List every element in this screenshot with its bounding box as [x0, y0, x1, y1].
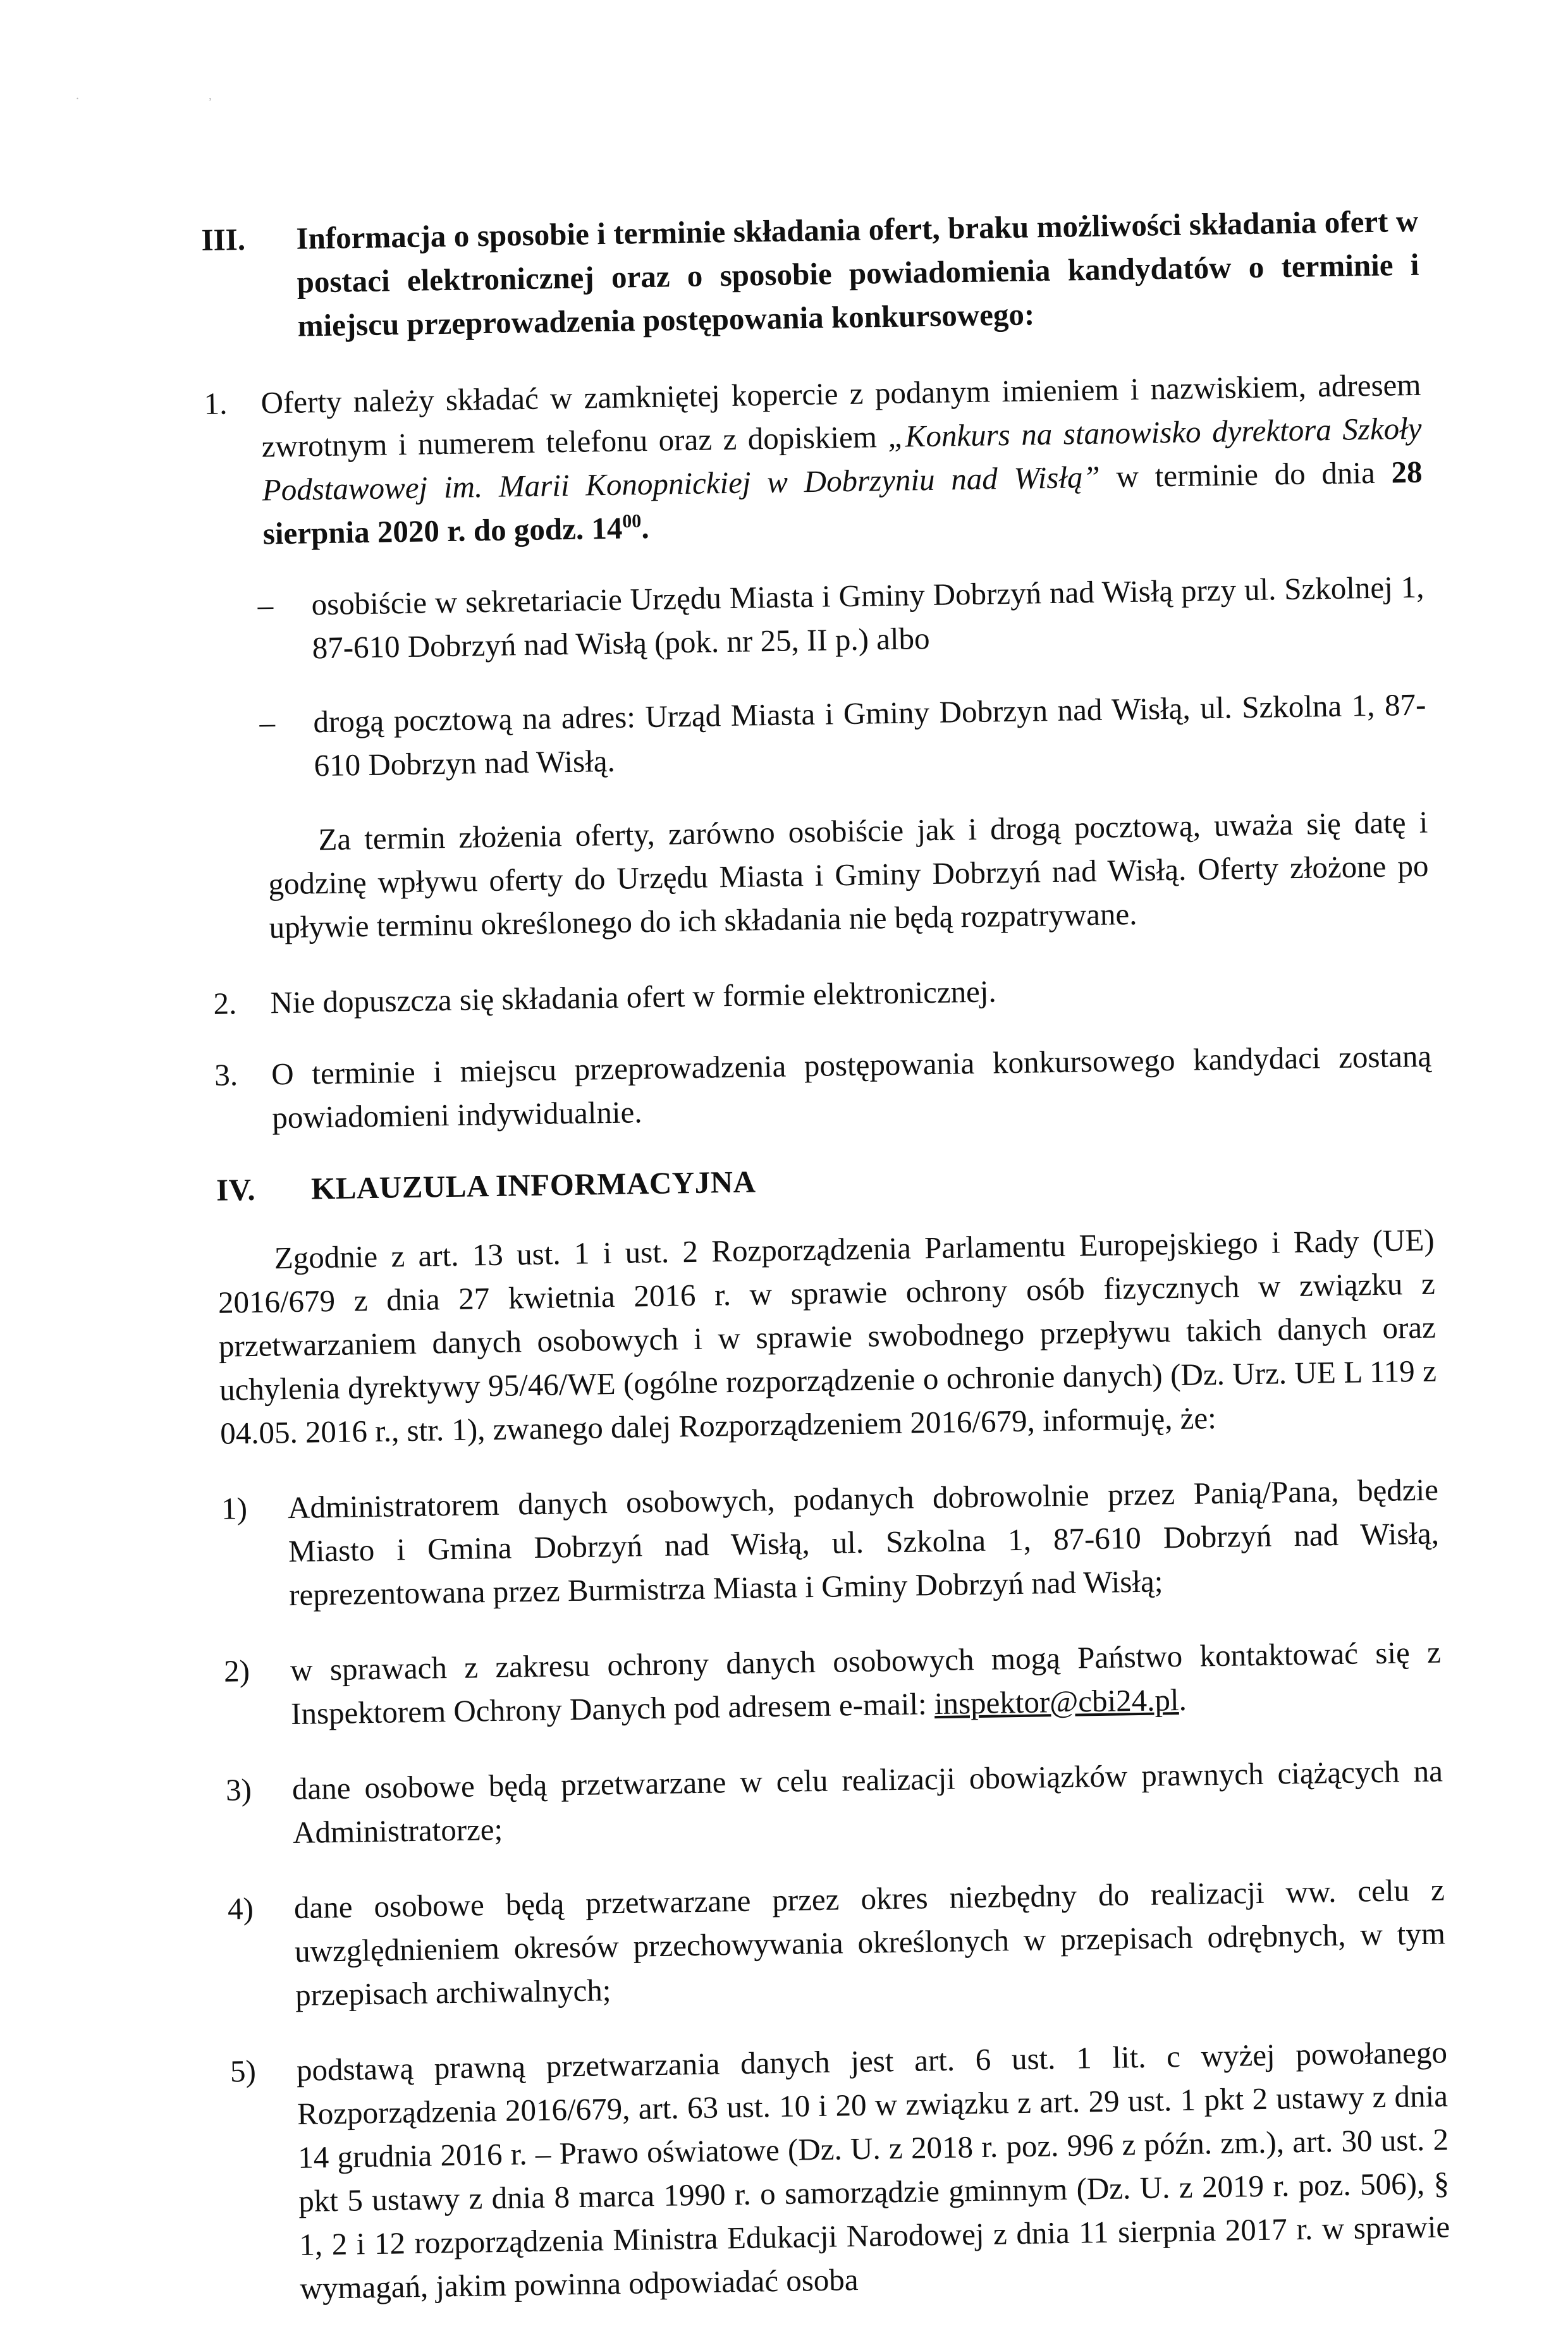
clause-item-5: [230, 2030, 1451, 2311]
clause-item-2-number: 2): [223, 1653, 250, 1689]
document-content: [201, 199, 1452, 2343]
clause-item-1: [221, 1468, 1440, 1618]
clause-item-5-text: podstawą prawną przetwarzania danych jest art. 6 ust. 1 lit. c wyżej powołanego Rozporządzenia 2016/679, art. 63 ust. 10 i 20 w związku z art. 29 ust. 1 pkt 2 ustawy z dnia 14 grudnia 2016 r. – Prawo oświatowe (Dz. U. z 2018 r. poz. 996 z późn. zm.), art. 30 ust. 2 pkt 5 ustawy z dnia 8 marca 1990 r. o samorządzie gminnym (Dz. U. z 2019 r. poz. 506), § 1, 2 i 12 rozporządzenia Ministra Edukacji Narodowej z dnia 11 sierpnia 2017 r. w sprawie wymagań, jakim powinna odpowiadać osoba: [296, 2034, 1450, 2306]
dash-bullet: –: [257, 587, 274, 623]
clause-item-4-number: 4): [227, 1891, 254, 1926]
deadline-end: .: [640, 510, 650, 546]
item-1-number: 1.: [204, 386, 228, 421]
clause-item-4-text: dane osobowe będą przetwarzane przez okres niezbędny do realizacji ww. celu z uwzględnieniem okresów przechowywania określonych w przepisach odrębnych, w tym przepisach archiwalnych;: [293, 1872, 1446, 2013]
item-2-text: Nie dopuszcza się składania ofert w formie elektronicznej.: [270, 974, 997, 1020]
deadline-note: Za termin złożenia oferty, zarówno osobiście jak i drogą pocztową, uważa się datę i godzinę wpływu oferty do Urzędu Miasta i Gminy Dobrzyń nad Wisłą. Oferty złożone po upływie terminu określonego do ich składania nie będą rozpatrywane.: [268, 804, 1429, 945]
section-3-item-2: [213, 963, 1431, 1025]
section-4-number: IV.: [216, 1172, 256, 1208]
dash-bullet: –: [259, 705, 276, 740]
item-1-text-after: w terminie do dnia: [1099, 455, 1392, 494]
section-3-item-1: [204, 363, 1423, 556]
clause-item-2-text: w sprawach z zakresu ochrony danych osobowych mogą Państwo kontaktować się z Inspektorem Ochrony Danych pod adresem e-mail:: [290, 1634, 1442, 1732]
clause-item-3: [226, 1749, 1444, 1855]
clause-item-4: [227, 1868, 1446, 2017]
deadline-text: 28 sierpnia 2020 r. do godz. 14: [262, 454, 1423, 551]
delivery-option-personal: [207, 565, 1425, 671]
scan-specks: . ,: [76, 89, 275, 102]
item-3-number: 3.: [214, 1057, 238, 1092]
clause-item-1-number: 1): [221, 1491, 248, 1526]
delivery-option-post-text: drogą pocztową na adres: Urząd Miasta i Gminy Dobrzyn nad Wisłą, ul. Szkolna 1, 87-610 Dobrzyn nad Wisłą.: [313, 687, 1426, 783]
delivery-option-post: [209, 683, 1427, 789]
section-3-number: III.: [201, 221, 246, 257]
clause-item-3-text: dane osobowe będą przetwarzane w celu realizacji obowiązków prawnych ciążących na Administratorze;: [291, 1753, 1443, 1851]
clause-item-2: [224, 1630, 1442, 1736]
section-4-intro: Zgodnie z art. 13 ust. 1 i ust. 2 Rozporządzenia Parlamentu Europejskiego i Rady (UE) 2016/679 z dnia 27 kwietnia 2016 r. w sprawie ochrony osób fizycznych w związku z przetwarzaniem danych osobowych i w sprawie swobodnego przepływu takich danych oraz uchylenia dyrektywy 95/46/WE (ogólne rozporządzenie o ochronie danych) (Dz. Urz. UE L 119 z 04.05. 2016 r., str. 1), zwanego dalej Rozporządzeniem 2016/679, informuję, że:: [217, 1222, 1437, 1451]
section-3-title: Informacja o sposobie i terminie składania ofert, braku możliwości składania ofert w postaci elektronicznej oraz o sposobie powiadomienia kandydatów o terminie i miejscu przeprowadzenia postępowania konkursowego:: [296, 203, 1419, 343]
item-3-text: O terminie i miejscu przeprowadzenia postępowania konkursowego kandydaci zostaną powiadomieni indywidualnie.: [271, 1038, 1432, 1135]
section-3-heading: [201, 199, 1420, 349]
section-3-item-3: [214, 1034, 1433, 1141]
deadline-minutes: 00: [622, 510, 642, 532]
clause-item-1-text: Administratorem danych osobowych, podanych dobrowolnie przez Panią/Pana, będzie Miasto i Gmina Dobrzyń nad Wisłą, ul. Szkolna 1, 87-610 Dobrzyń nad Wisłą, reprezentowana przez Burmistrza Miasta i Gminy Dobrzyń nad Wisłą;: [287, 1472, 1440, 1613]
item-2-number: 2.: [213, 986, 237, 1021]
section-4-title: KLAUZULA INFORMACYJNA: [310, 1164, 756, 1206]
clause-item-3-number: 3): [225, 1772, 252, 1808]
section-4-heading: [216, 1149, 1434, 1212]
clause-item-5-number: 5): [230, 2053, 257, 2089]
delivery-option-personal-text: osobiście w sekretariacie Urzędu Miasta i Gminy Dobrzyń nad Wisłą przy ul. Szkolnej 1, 87-610 Dobrzyń nad Wisłą (pok. nr 25, II p.) albo: [311, 569, 1424, 666]
clause-item-2-end: .: [1179, 1682, 1187, 1717]
item-1-text-before: Oferty należy składać w zamkniętej kopercie z podanym imieniem i nazwiskiem, adresem zwrotnym i numerem telefonu oraz z dopiskiem: [260, 367, 1421, 464]
item-1-annotation: „Konkurs na stanowisko dyrektora Szkoły Podstawowej im. Marii Konopnickiej w Dobrzyniu nad Wisłą”: [262, 410, 1422, 508]
inspector-email-link[interactable]: inspektor@cbi24.pl: [934, 1682, 1179, 1722]
